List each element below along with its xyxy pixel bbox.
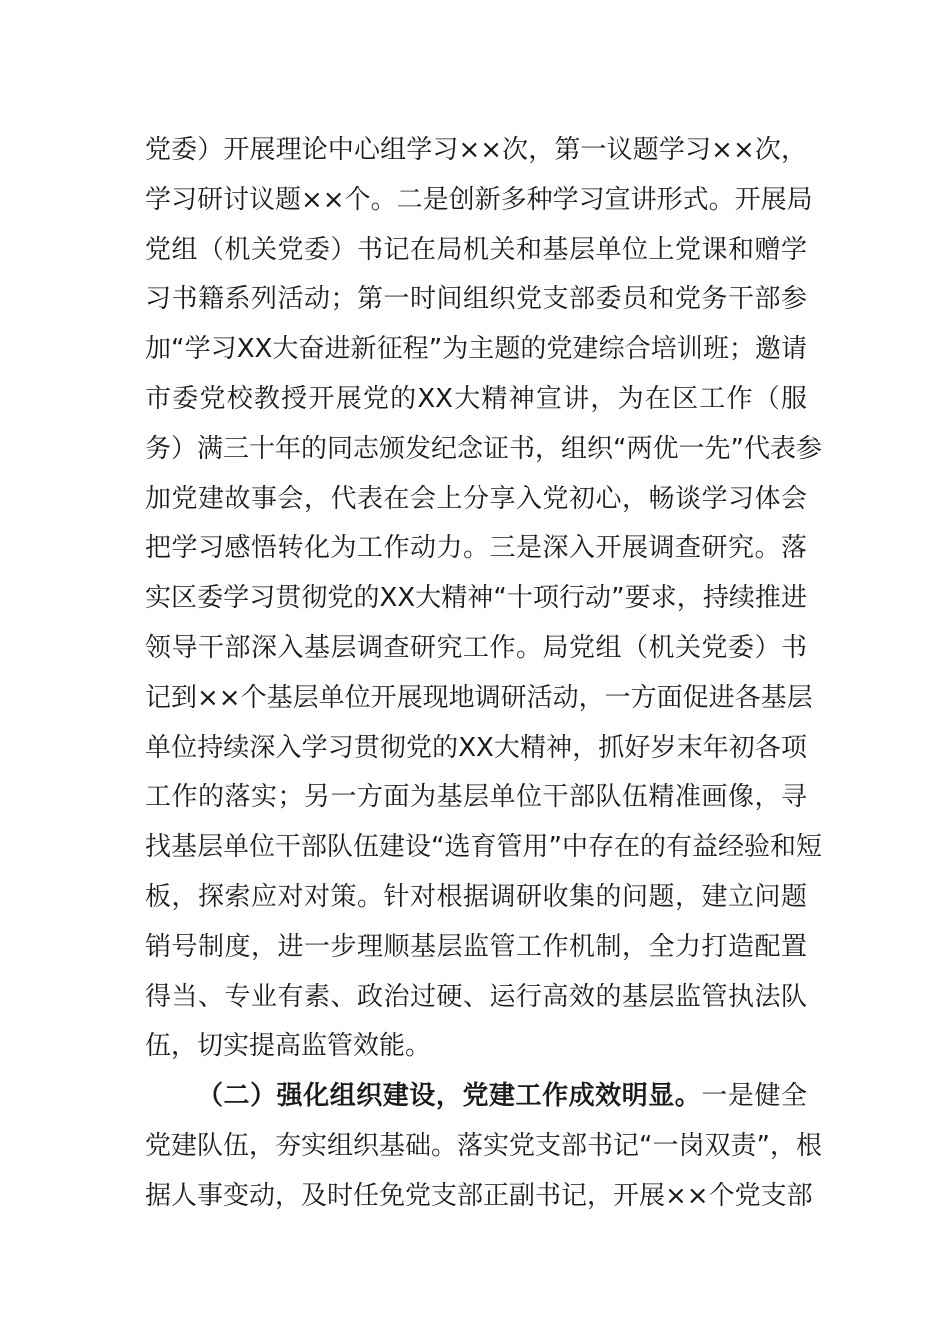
text-line: 工作的落实；另一方面为基层单位干部队伍精准画像，寻 (145, 782, 807, 813)
text-line: 得当、专业有素、政治过硬、运行高效的基层监管执法队 (145, 981, 807, 1012)
text-line: 伍，切实提高监管效能。 (145, 1031, 432, 1062)
text-line: 板，探索应对对策。针对根据调研收集的问题，建立问题 (145, 881, 807, 912)
text-line: 党组（机关党委）书记在局机关和基层单位上党课和赠学 (145, 234, 807, 265)
text-line: 实区委学习贯彻党的XX大精神“十项行动”要求，持续推进 (145, 583, 807, 614)
text-line: 党委）开展理论中心组学习××次，第一议题学习××次， (145, 135, 807, 165)
text-line: 销号制度，进一步理顺基层监管工作机制，全力打造配置 (145, 931, 807, 962)
text-line: 加党建故事会，代表在会上分享入党初心，畅谈学习体会 (145, 483, 807, 514)
text-line: 加“学习XX大奋进新征程”为主题的党建综合培训班；邀请 (145, 334, 807, 365)
text-line: 学习研讨议题××个。二是创新多种学习宣讲形式。开展局 (145, 184, 813, 215)
text-line: 单位持续深入学习贯彻党的XX大精神，抓好岁末年初各项 (145, 732, 807, 763)
section-line-rest: 一是健全 (701, 1081, 807, 1112)
body-text (145, 126, 822, 1222)
text-line: 党建队伍，夯实组织基础。落实党支部书记“一岗双责”，根 (145, 1130, 822, 1161)
text-line: 记到××个基层单位开展现地调研活动，一方面促进各基层 (145, 682, 813, 713)
section-heading-line (145, 1072, 807, 1122)
text-line: 领导干部深入基层调查研究工作。局党组（机关党委）书 (145, 632, 807, 663)
text-line: 习书籍系列活动；第一时间组织党支部委员和党务干部参 (145, 284, 807, 315)
text-line: 据人事变动，及时任免党支部正副书记，开展××个党支部 (145, 1180, 813, 1211)
text-line: 务）满三十年的同志颁发纪念证书，组织“两优一先”代表参 (145, 433, 822, 464)
section-heading: （二）强化组织建设，党建工作成效明显。 (197, 1081, 702, 1112)
text-line: 找基层单位干部队伍建设“选育管用”中存在的有益经验和短 (145, 832, 822, 863)
text-line: 把学习感悟转化为工作动力。三是深入开展调查研究。落 (145, 533, 807, 564)
text-line: 市委党校教授开展党的XX大精神宣讲，为在区工作（服 (145, 383, 807, 414)
